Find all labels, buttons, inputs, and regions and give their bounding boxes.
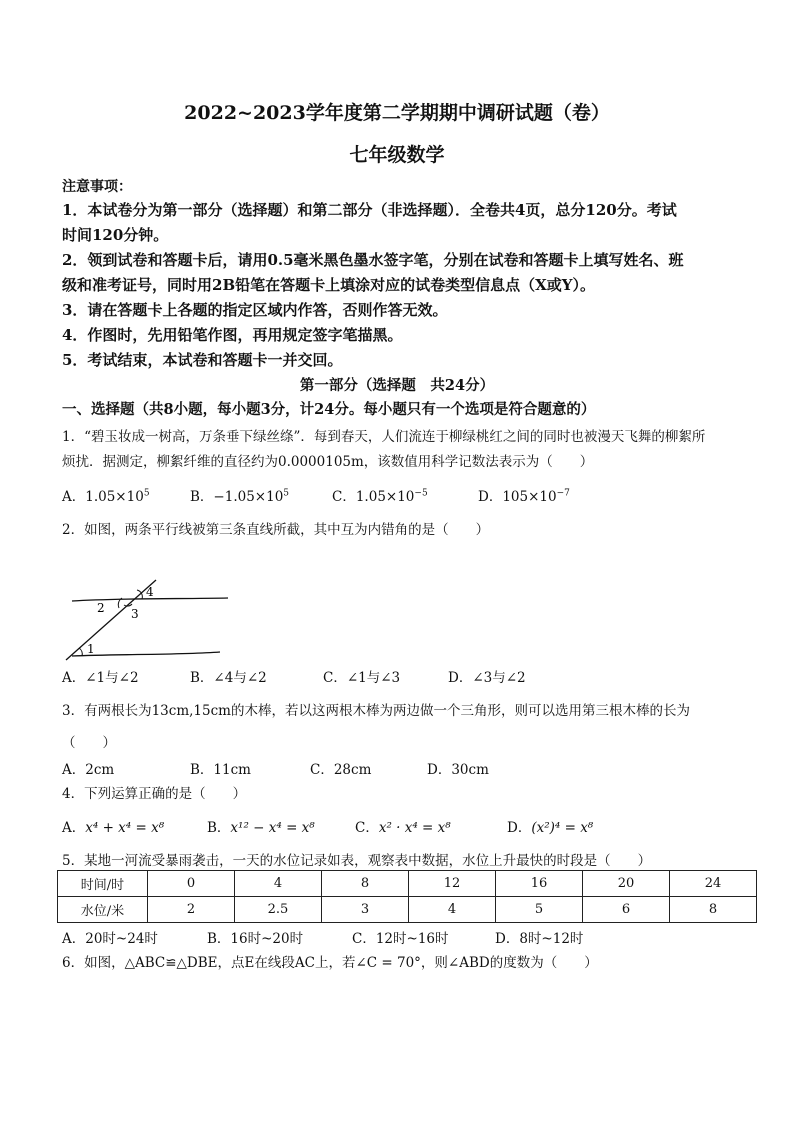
note-line: 2．领到试卷和答题卡后，请用0.5毫米黑色墨水签字笔，分别在试卷和答题卡上填写姓名、班 <box>62 251 684 269</box>
table-cell: 8 <box>322 871 409 897</box>
part1-title: 第一部分（选择题 共24分） <box>299 377 495 394</box>
exam-title: 2022~2023学年度第二学期期中调研试题（卷） <box>184 102 610 124</box>
q4-option-d: D．(x²)⁴ = x⁸ <box>507 820 594 836</box>
angle-label-1: 1 <box>87 642 95 656</box>
q2-option-d: D．∠3与∠2 <box>448 670 526 686</box>
table-cell: 5 <box>496 897 583 923</box>
table-cell: 6 <box>583 897 670 923</box>
q3-text-line2: （ ） <box>62 735 116 751</box>
q5-option-a: A．20时~24时 <box>62 931 158 947</box>
q4-text: 4．下列运算正确的是（ ） <box>62 786 247 802</box>
angle-label-3: 3 <box>131 607 139 621</box>
exam-subtitle: 七年级数学 <box>349 144 445 166</box>
q5-option-b: B．16时~20时 <box>207 931 304 947</box>
q2-option-a: A．∠1与∠2 <box>62 670 139 686</box>
note-line: 时间120分钟。 <box>62 226 169 244</box>
q3-option-c: C．28cm <box>310 762 372 778</box>
q1-option-c: C．$1.05\times 10^{-5}$ <box>332 488 428 505</box>
note-line: 5．考试结束，本试卷和答题卡一并交回。 <box>62 351 343 369</box>
q1-option-b: B．$-1.05\times 10^5$ <box>190 488 290 505</box>
parallel-lines-figure <box>60 578 240 662</box>
note-line: 级和准考证号，同时用2B铅笔在答题卡上填涂对应的试卷类型信息点（X或Y）。 <box>62 276 595 294</box>
table-cell: 16 <box>496 871 583 897</box>
table-row <box>58 871 757 897</box>
q2-text: 2．如图，两条平行线被第三条直线所截，其中互为内错角的是（ ） <box>62 522 490 538</box>
table-cell: 时间/时 <box>58 871 148 897</box>
table-cell: 0 <box>148 871 235 897</box>
q4-option-b: B．x¹² − x⁴ = x⁸ <box>207 820 315 836</box>
note-line: 3．请在答题卡上各题的指定区域内作答，否则作答无效。 <box>62 301 448 319</box>
table-row <box>58 897 757 923</box>
q4-option-c: C．x² · x⁴ = x⁸ <box>355 820 451 836</box>
table-cell: 水位/米 <box>58 897 148 923</box>
table-cell: 3 <box>322 897 409 923</box>
table-cell: 4 <box>235 871 322 897</box>
note-line: 4．作图时，先用铅笔作图，再用规定签字笔描黑。 <box>62 326 403 344</box>
table-cell: 8 <box>670 897 757 923</box>
table-cell: 20 <box>583 871 670 897</box>
q2-option-c: C．∠1与∠3 <box>323 670 401 686</box>
q6-text: 6．如图，△ABC≌△DBE，点E在线段AC上，若∠C = 70°，则∠ABD的度数为（ ） <box>62 955 598 971</box>
q1-text-line1: 1．“碧玉妆成一树高，万条垂下绿丝绦”．每到春天，人们流连于柳绿桃红之间的同时也被漫天飞舞的柳絮所 <box>62 429 706 445</box>
q1-option-a: A．$1.05\times 10^5$ <box>62 488 150 505</box>
table-cell: 2 <box>148 897 235 923</box>
q3-option-d: D．30cm <box>427 762 489 778</box>
note-line: 1．本试卷分为第一部分（选择题）和第二部分（非选择题）．全卷共4页，总分120分。考试 <box>62 201 677 219</box>
water-level-table <box>57 870 757 923</box>
q2-option-b: B．∠4与∠2 <box>190 670 267 686</box>
q4-option-a: A．x⁴ + x⁴ = x⁸ <box>62 820 165 836</box>
q1-text-line2: 烦扰．据测定，柳絮纤维的直径约为0.0000105m，该数值用科学记数法表示为（ ） <box>62 454 594 470</box>
q3-text-line1: 3．有两根长为13cm,15cm的木棒，若以这两根木棒为两边做一个三角形，则可以选用第三根木棒的长为 <box>62 703 690 719</box>
q3-option-b: B．11cm <box>190 762 251 778</box>
angle-label-2: 2 <box>97 601 105 615</box>
table-cell: 12 <box>409 871 496 897</box>
q5-option-c: C．12时~16时 <box>352 931 449 947</box>
table-cell: 2.5 <box>235 897 322 923</box>
q3-option-a: A．2cm <box>62 762 115 778</box>
angle-arc-1 <box>79 648 82 656</box>
table-cell: 24 <box>670 871 757 897</box>
q5-option-d: D．8时~12时 <box>495 931 584 947</box>
table-cell: 4 <box>409 897 496 923</box>
angle-label-4: 4 <box>146 585 154 599</box>
notes-heading: 注意事项： <box>62 179 132 195</box>
q5-text: 5．某地一河流受暴雨袭击，一天的水位记录如表，观察表中数据，水位上升最快的时段是（ ） <box>62 853 652 869</box>
part1-instruction: 一、选择题（共8小题，每小题3分，计24分。每小题只有一个选项是符合题意的） <box>62 401 596 418</box>
q1-option-d: D．$105\times 10^{-7}$ <box>478 488 570 505</box>
